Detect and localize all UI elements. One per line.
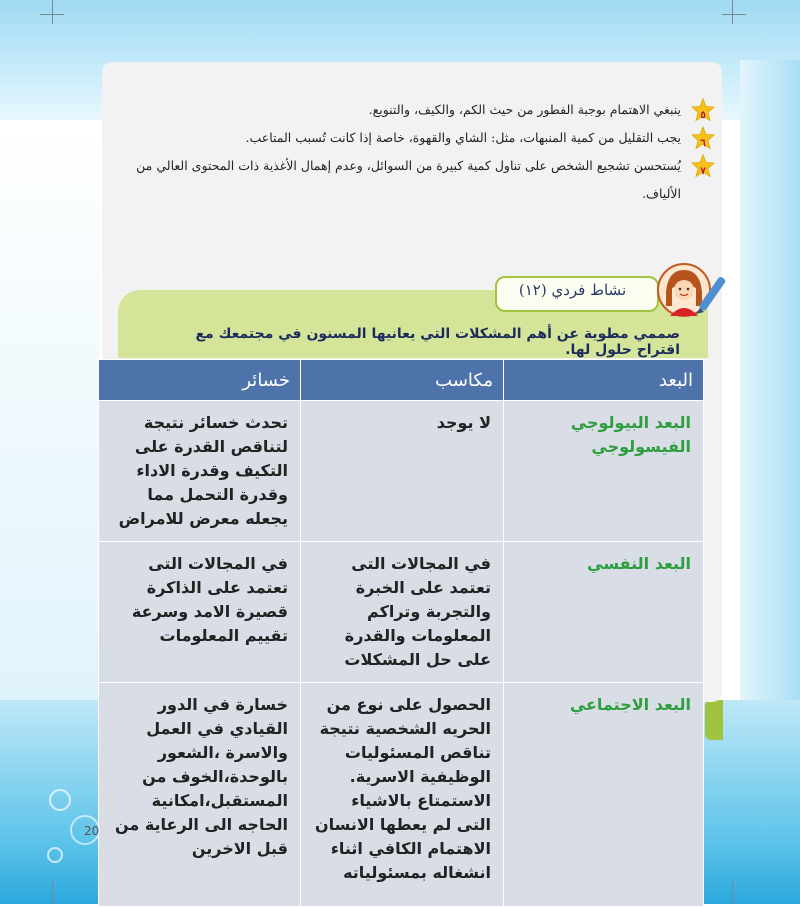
- star-icon: [691, 154, 715, 178]
- bullet-number: ٧: [700, 166, 706, 177]
- crop-mark: [52, 0, 53, 24]
- bullet-item: [115, 124, 715, 152]
- bullet-text: ينبغي الاهتمام بوجبة الفطور من حيث الكم، والكيف، والتنويع.: [368, 102, 681, 117]
- crop-mark: [52, 880, 53, 904]
- bullet-number: ٦: [700, 138, 706, 149]
- cell-gains: الحصول على نوع من الحريه الشخصية نتيجة تناقص المسئوليات الوظيفية الاسرية. الاستمتاع بالاشياء التى لم يعطها الانسان الاهتمام الكافي اثناء انشغاله بمسئولياته: [301, 683, 504, 907]
- star-icon: [691, 126, 715, 150]
- comparison-table: [98, 359, 704, 907]
- cell-dimension: البعد الاجتماعي: [504, 683, 704, 907]
- cell-losses: في المجالات التى تعتمد على الذاكرة قصيرة الامد وسرعة تقييم المعلومات: [99, 542, 301, 683]
- table-row: [99, 401, 704, 542]
- cell-gains: في المجالات التى تعتمد على الخبرة والتجربة وتراكم المعلومات والقدرة على حل المشكلات: [301, 542, 504, 683]
- cell-gains: لا يوجد: [301, 401, 504, 542]
- table-row: [99, 683, 704, 907]
- bubbles-decoration: [40, 770, 110, 880]
- bullet-text: يجب التقليل من كمية المنبهات، مثل: الشاي والقهوة، خاصة إذا كانت تُسبب المتاعب.: [245, 130, 681, 145]
- left-background: [0, 120, 100, 720]
- activity-title: نشاط فردي (١٢): [518, 281, 627, 299]
- side-tab: [705, 700, 723, 740]
- table-row: [99, 542, 704, 683]
- pen-icon: [690, 272, 730, 322]
- crop-mark: [732, 880, 733, 904]
- cell-dimension: البعد البيولوجي الفيسولوجي: [504, 401, 704, 542]
- header-gains: مكاسب: [301, 360, 504, 401]
- bullet-item: [115, 96, 715, 124]
- crop-mark: [40, 14, 64, 15]
- star-icon: [691, 98, 715, 122]
- header-losses: خسائر: [99, 360, 301, 401]
- crop-mark: [722, 14, 746, 15]
- bullet-item: [115, 152, 715, 208]
- header-dimension: البعد: [504, 360, 704, 401]
- bullet-text: يُستحسن تشجيع الشخص على تناول كمية كبيرة من السوائل، وعدم إهمال الأغذية ذات المحتوى العالي من الألياف.: [136, 158, 681, 201]
- cell-losses: تحدث خسائر نتيجة لتناقص القدرة على التكيف وقدرة الاداء وقدرة التحمل مما يجعله معرض للامراض: [99, 401, 301, 542]
- cell-dimension: البعد النفسي: [504, 542, 704, 683]
- cell-losses: خسارة في الدور القيادي في العمل والاسرة ،الشعور بالوحدة،الخوف من المستقبل،امكانية الحاجه الى الرعاية من قبل الاخرين: [99, 683, 301, 907]
- page-number: 20: [84, 824, 100, 838]
- bullet-number: ٥: [700, 110, 706, 121]
- crop-mark: [732, 0, 733, 24]
- activity-instruction: صممي مطوية عن أهم المشكلات التي يعانيها المسنون في مجتمعك مع اقتراح حلول لها.: [195, 326, 680, 358]
- table-header-row: [99, 360, 704, 401]
- bullet-list: [115, 96, 715, 208]
